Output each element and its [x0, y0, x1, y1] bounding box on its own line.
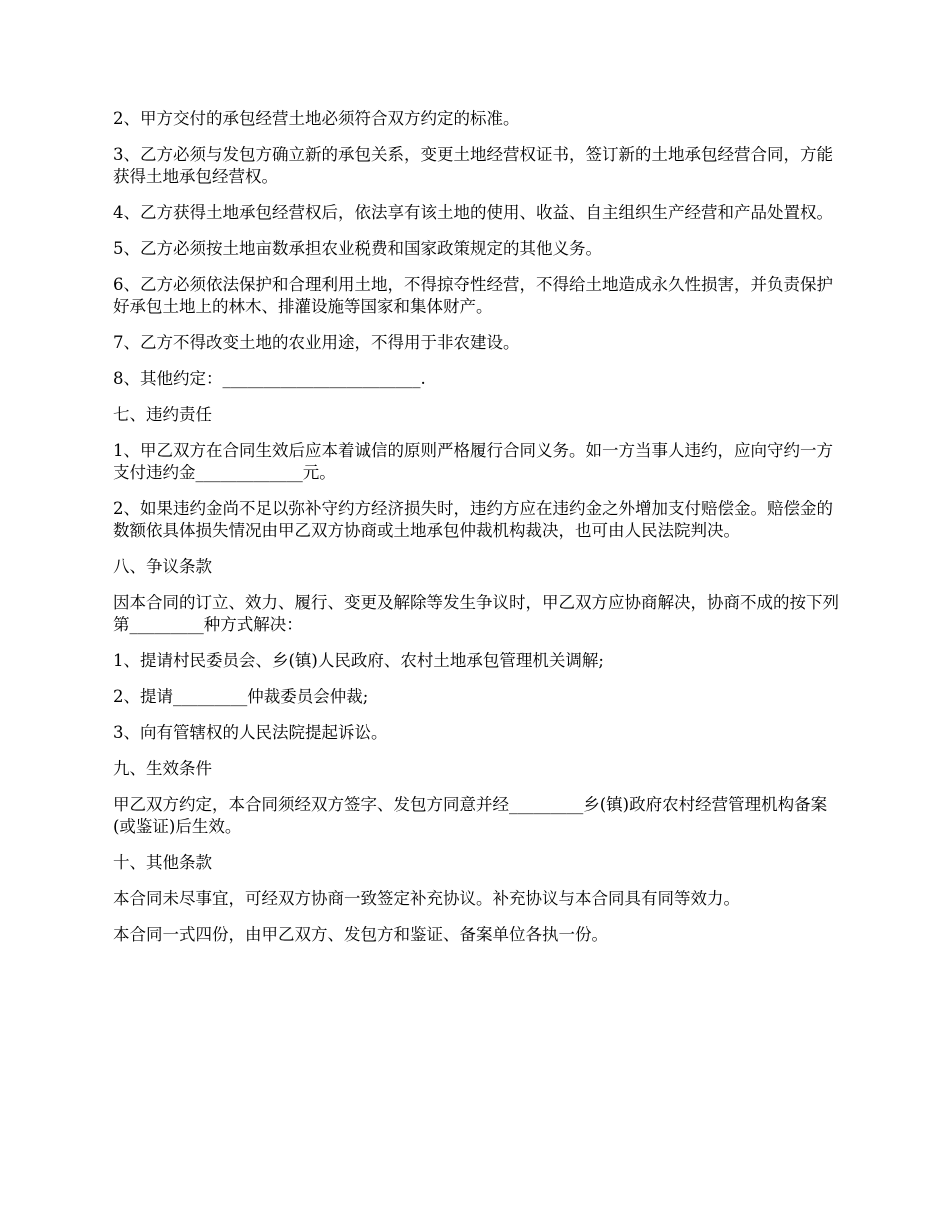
section-heading-effectiveness: 九、生效条件: [113, 759, 212, 778]
dispute-option-2-arbitration: 2、提请_________仲裁委员会仲裁;: [113, 687, 369, 706]
breach-clause-1-penalty: 1、甲乙双方在合同生效后应本着诚信的原则严格履行合同义务。如一方当事人违约，应向守约一方支付违约金_____________元。: [113, 441, 833, 482]
clause-2-land-standard: 2、甲方交付的承包经营土地必须符合双方约定的标准。: [113, 109, 520, 128]
section-heading-breach-liability: 七、违约责任: [113, 405, 212, 424]
other-terms-copies: 本合同一式四份，由甲乙双方、发包方和鉴证、备案单位各执一份。: [113, 925, 608, 944]
clause-4-land-rights: 4、乙方获得土地承包经营权后，依法享有该土地的使用、收益、自主组织生产经营和产品处置权。: [113, 203, 833, 222]
clause-6-land-protection: 6、乙方必须依法保护和合理利用土地，不得掠夺性经营，不得给土地造成永久性损害，并负责保护好承包土地上的林木、排灌设施等国家和集体财产。: [113, 275, 833, 316]
section-heading-other-terms: 十、其他条款: [113, 853, 212, 872]
section-heading-disputes: 八、争议条款: [113, 557, 212, 576]
document-page: [113, 108, 843, 960]
dispute-option-3-litigation: 3、向有管辖权的人民法院提起诉讼。: [113, 723, 388, 742]
effectiveness-clause: 甲乙双方约定，本合同须经双方签字、发包方同意并经_________乡(镇)政府农村经营管理机构备案(或鉴证)后生效。: [113, 795, 828, 836]
other-terms-supplement: 本合同未尽事宜，可经双方协商一致签定补充协议。补充协议与本合同具有同等效力。: [113, 889, 740, 908]
dispute-intro: 因本合同的订立、效力、履行、变更及解除等发生争议时，甲乙双方应协商解决，协商不成的按下列第_________种方式解决：: [113, 593, 839, 634]
clause-8-other-agreements: 8、其他约定：________________________.: [113, 369, 426, 388]
clause-3-new-contract: 3、乙方必须与发包方确立新的承包关系，变更土地经营权证书，签订新的土地承包经营合同，方能获得土地承包经营权。: [113, 145, 833, 186]
breach-clause-2-compensation: 2、如果违约金尚不足以弥补守约方经济损失时，违约方应在违约金之外增加支付赔偿金。赔偿金的数额依具体损失情况由甲乙双方协商或土地承包仲裁机构裁决，也可由人民法院判决。: [113, 499, 833, 540]
clause-5-taxes: 5、乙方必须按土地亩数承担农业税费和国家政策规定的其他义务。: [113, 239, 602, 258]
dispute-option-1-mediation: 1、提请村民委员会、乡(镇)人民政府、农村土地承包管理机关调解;: [113, 651, 604, 670]
clause-7-agricultural-use: 7、乙方不得改变土地的农业用途，不得用于非农建设。: [113, 333, 520, 352]
